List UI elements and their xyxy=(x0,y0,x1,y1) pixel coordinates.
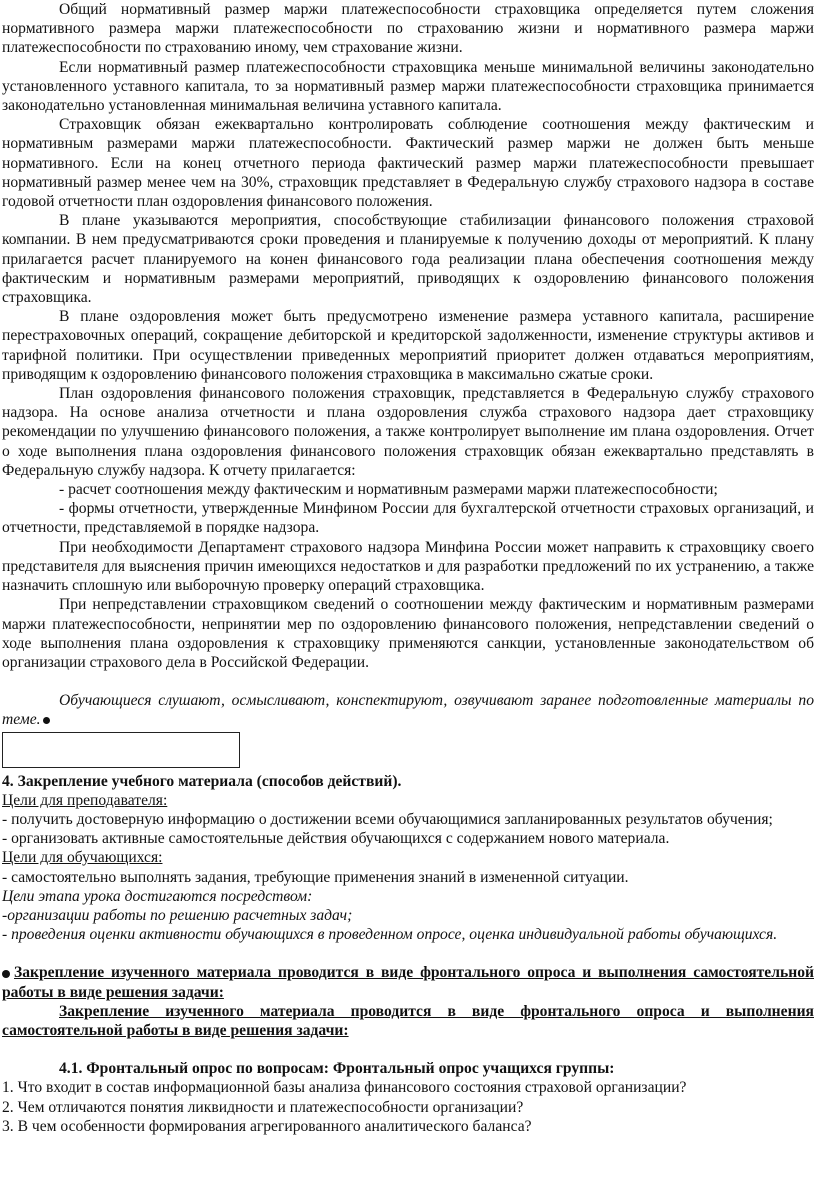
consolidation-note-2: Закрепление изученного материала проводится в виде фронтального опроса и выполнения самостоятельной работы в виде решения задачи: xyxy=(2,1002,814,1039)
paragraph-department-check: При необходимости Департамент страхового надзора Минфина России может направить к страховщику своего представителя для выяснения причин имеющихся недостатков и для разработки предложений по их устранению, а также назначить сплошную или выборочную проверку операций страховщика. xyxy=(2,538,814,595)
teacher-goal-item: - получить достоверную информацию о достижении всеми обучающимися запланированных результатов обучения; xyxy=(2,810,773,828)
consolidation-note-1 xyxy=(2,963,814,1001)
stage-goal-item: - проведения оценки активности обучающихся в проведенном опросе, оценка индивидуальной работы обучающихся. xyxy=(2,926,778,944)
section-title: 4. Закрепление учебного материала (способов действий). xyxy=(2,772,402,790)
student-goal-item: - самостоятельно выполнять задания, требующие применения знаний в измененной ситуации. xyxy=(2,868,629,886)
teacher-goal-item: - организовать активные самостоятельные действия обучающихся с содержанием нового материала. xyxy=(2,830,670,848)
paragraph-minimum-capital: Если нормативный размер платежеспособности страховщика меньше минимальной величины законодательно установленного уставного капитала, то за нормативный размер маржи платежеспособности страховщика принимается законодательно установленная минимальная величина уставного капитала. xyxy=(2,58,814,115)
bullet-icon xyxy=(2,970,10,978)
paragraph-plan-measures: В плане указываются мероприятия, способствующие стабилизации финансового положения страховой компании. В нем предусматриваются сроки проведения и планируемые к получению доходы от мероприятий. К плану прилагается расчет планируемого на конен финансового года реализации плана обеспечения соотношения между фактическим и нормативным размерами мероприятий, приводящих к оздоровлению финансового положения страховщика. xyxy=(2,212,814,307)
consolidation-text-1: Закрепление изученного материала проводится в виде фронтального опроса и выполнения самостоятельной работы в виде решения задачи: xyxy=(2,964,814,1001)
question-item: 2. Чем отличаются понятия ликвидности и платежеспособности организации? xyxy=(2,1098,524,1116)
question-item: 1. Что входит в состав информационной базы анализа финансового состояния страховой организации? xyxy=(2,1079,687,1097)
teacher-goals-label: Цели для преподавателя: xyxy=(2,791,168,809)
bullet-icon xyxy=(43,717,50,724)
students-note-text: Обучающиеся слушают, осмысливают, конспектируют, озвучивают заранее подготовленные материалы по теме. xyxy=(2,692,814,729)
paragraph-quarterly-control: Страховщик обязан ежеквартально контролировать соблюдение соотношения между фактическим и нормативным размерами маржи платежеспособности. Фактический размер маржи не должен быть меньше нормативного. Если на конец отчетного периода фактический размер маржи платежеспособности превышает нормативный размер менее чем на 30%, страховщик представляет в Федеральную службу страхового надзора в составе годовой отчетности план оздоровления финансового положения. xyxy=(2,116,814,211)
list-item-margin-calc: - расчет соотношения между фактическим и нормативным размерами маржи платежеспособности; xyxy=(59,481,718,499)
paragraph-plan-submission: План оздоровления финансового положения страховщик, представляется в Федеральную службу страхового надзора. На основе анализа отчетности и плана оздоровления служба страхового надзора дает страховщику рекомендации по улучшению финансового положения, а также контролирует выполнение им плана оздоровления. Отчет о ходе выполнения плана оздоровления финансового положения страховщик обязан ежеквартально представлять в Федеральную службу надзора. К отчету прилагается: xyxy=(2,385,814,479)
question-item: 3. В чем особенности формирования агрегированного аналитического баланса? xyxy=(2,1117,532,1135)
student-goals-label: Цели для обучающихся: xyxy=(2,849,163,867)
stage-goals-label: Цели этапа урока достигаются посредством: xyxy=(2,887,313,905)
paragraph-margin-total: Общий нормативный размер маржи платежеспособности страховщика определяется путем сложения нормативного размера маржи платежеспособности по страхованию жизни и нормативного размера маржи платежеспособности по страхованию иному, чем страхование жизни. xyxy=(2,1,814,57)
paragraph-sanctions: При непредставлении страховщиком сведений о соотношении между фактическим и нормативным размерами маржи платежеспособности, непринятии мер по оздоровлению финансового положения, непредставлении сведений о ходе выполнения плана оздоровления к страховщику применяются санкции, установленные законодательством об организации страхового дела в Российской Федерации. xyxy=(2,596,814,671)
stage-goal-item: -организации работы по решению расчетных задач; xyxy=(2,906,353,924)
frontal-survey-heading: 4.1. Фронтальный опрос по вопросам: Фронтальный опрос учащихся группы: xyxy=(59,1060,615,1078)
students-note xyxy=(2,691,814,729)
empty-frame xyxy=(2,732,240,768)
paragraph-plan-options: В плане оздоровления может быть предусмотрено изменение размера уставного капитала, расширение перестраховочных операций, сокращение дебиторской и кредиторской задолженности, изменение структуры активов и тарифной политики. При осуществлении приведенных мероприятий приоритет должен отдаваться мероприятиям, приводящим к оздоровлению финансового положения страховщика в максимально сжатые сроки. xyxy=(2,308,814,383)
list-item-reporting-forms: - формы отчетности, утвержденные Минфином России для бухгалтерской отчетности страховых организаций, и отчетности, представляемой в порядке надзора. xyxy=(2,500,814,537)
